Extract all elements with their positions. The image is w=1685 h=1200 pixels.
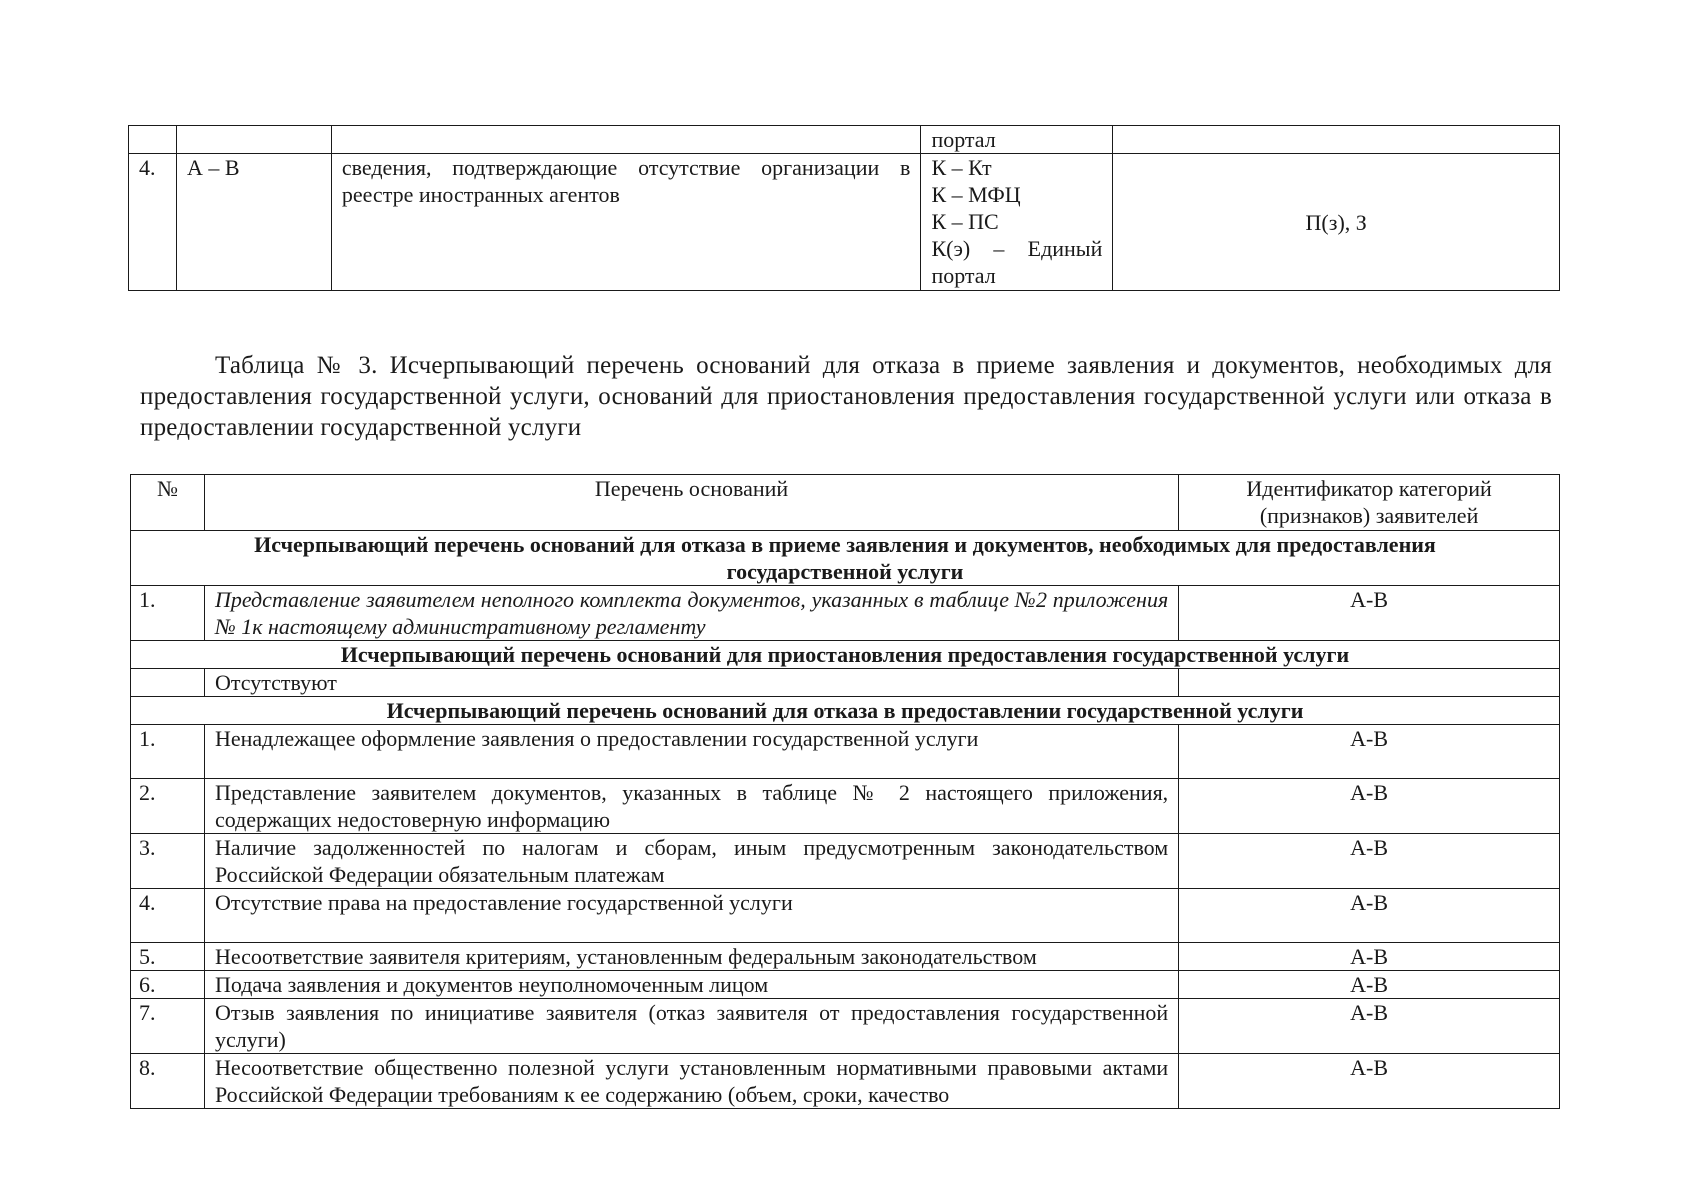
- table-row: [131, 999, 1560, 1054]
- document-cell: сведения, подтверждающие отсутствие организации в реестре иностранных агентов: [331, 154, 921, 291]
- row-text: Отсутствие права на предоставление государственной услуги: [204, 889, 1178, 943]
- header-row: [131, 475, 1560, 531]
- document-cell: [331, 126, 921, 154]
- row-num: 3.: [131, 834, 205, 889]
- result-cell: П(з), З: [1113, 154, 1560, 291]
- table-row: [131, 779, 1560, 834]
- categories-cell: [176, 126, 331, 154]
- row-category: А-В: [1179, 1054, 1560, 1109]
- row-text: Несоответствие общественно полезной услуги установленным нормативными правовыми актами Российской Федерации требованиям к ее содержанию (объем, сроки, качество: [204, 1054, 1178, 1109]
- row-num: 4.: [131, 889, 205, 943]
- row-num: 8.: [131, 1054, 205, 1109]
- refusal-grounds-table: [130, 474, 1560, 1109]
- channel-item: [931, 235, 1102, 262]
- channel-item-tail: портал: [931, 263, 996, 288]
- table-row: [131, 725, 1560, 779]
- table-row: [129, 154, 1560, 291]
- table-row: [131, 889, 1560, 943]
- row-text: Подача заявления и документов неуполномоченным лицом: [204, 971, 1178, 999]
- channel-item: К – Кт: [931, 155, 992, 180]
- header-num: №: [131, 475, 205, 531]
- row-text: Ненадлежащее оформление заявления о предоставлении государственной услуги: [204, 725, 1178, 779]
- row-category: А-В: [1179, 943, 1560, 971]
- row-category: А-В: [1179, 889, 1560, 943]
- channel-item: К – ПС: [931, 209, 999, 234]
- row-category: А-В: [1179, 999, 1560, 1054]
- table-row: [131, 971, 1560, 999]
- row-text: Отсутствуют: [204, 669, 1178, 697]
- table-row: [131, 943, 1560, 971]
- num-cell: 4.: [129, 154, 177, 291]
- row-category: А-В: [1179, 586, 1560, 641]
- row-text: Представление заявителем неполного комплекта документов, указанных в таблице №2 приложения № 1к настоящему административному регламенту: [204, 586, 1178, 641]
- channel-name: Единый: [1027, 236, 1103, 261]
- section-row: [131, 641, 1560, 669]
- row-category: А-В: [1179, 834, 1560, 889]
- row-category: А-В: [1179, 971, 1560, 999]
- table-row: [131, 834, 1560, 889]
- row-num: 1.: [131, 586, 205, 641]
- row-category: [1179, 669, 1560, 697]
- header-reasons: Перечень оснований: [204, 475, 1178, 531]
- channels-cell: [921, 154, 1113, 291]
- table-row: [131, 586, 1560, 641]
- table-row: [129, 126, 1560, 154]
- row-category: А-В: [1179, 779, 1560, 834]
- result-cell: [1113, 126, 1560, 154]
- channel-code: К(э): [931, 236, 971, 261]
- section-row: [131, 697, 1560, 725]
- table-caption: Таблица № 3. Исчерпывающий перечень оснований для отказа в приеме заявления и документов, необходимых для предоставления государственной услуги, оснований для приостановления предоставления государственной услуги или отказа в предоставлении государственной услуги: [140, 352, 1552, 441]
- categories-cell: А – В: [176, 154, 331, 291]
- channel-dash: –: [993, 236, 1005, 261]
- row-num: 5.: [131, 943, 205, 971]
- section-row: [131, 531, 1560, 586]
- row-text: Представление заявителем документов, указанных в таблице № 2 настоящего приложения, содержащих недостоверную информацию: [204, 779, 1178, 834]
- row-num: 6.: [131, 971, 205, 999]
- row-num: 2.: [131, 779, 205, 834]
- table-row: [131, 669, 1560, 697]
- row-num: 1.: [131, 725, 205, 779]
- row-num: [131, 669, 205, 697]
- header-category-id: Идентификатор категорий (признаков) заявителей: [1179, 475, 1560, 531]
- row-text: Отзыв заявления по инициативе заявителя (отказ заявителя от предоставления государственной услуги): [204, 999, 1178, 1054]
- num-cell: [129, 126, 177, 154]
- row-num: 7.: [131, 999, 205, 1054]
- section-title: Исчерпывающий перечень оснований для отказа в приеме заявления и документов, необходимых для предоставления государственной услуги: [131, 531, 1560, 586]
- channel-item: К – МФЦ: [931, 182, 1021, 207]
- channels-cell: портал: [921, 126, 1113, 154]
- table-row: [131, 1054, 1560, 1109]
- row-category: А-В: [1179, 725, 1560, 779]
- row-text: Несоответствие заявителя критериям, установленным федеральным законодательством: [204, 943, 1178, 971]
- section-title: Исчерпывающий перечень оснований для приостановления предоставления государственной услуги: [131, 641, 1560, 669]
- section-title: Исчерпывающий перечень оснований для отказа в предоставлении государственной услуги: [131, 697, 1560, 725]
- documents-table-continued: [128, 125, 1560, 291]
- row-text: Наличие задолженностей по налогам и сборам, иным предусмотренным законодательством Российской Федерации обязательным платежам: [204, 834, 1178, 889]
